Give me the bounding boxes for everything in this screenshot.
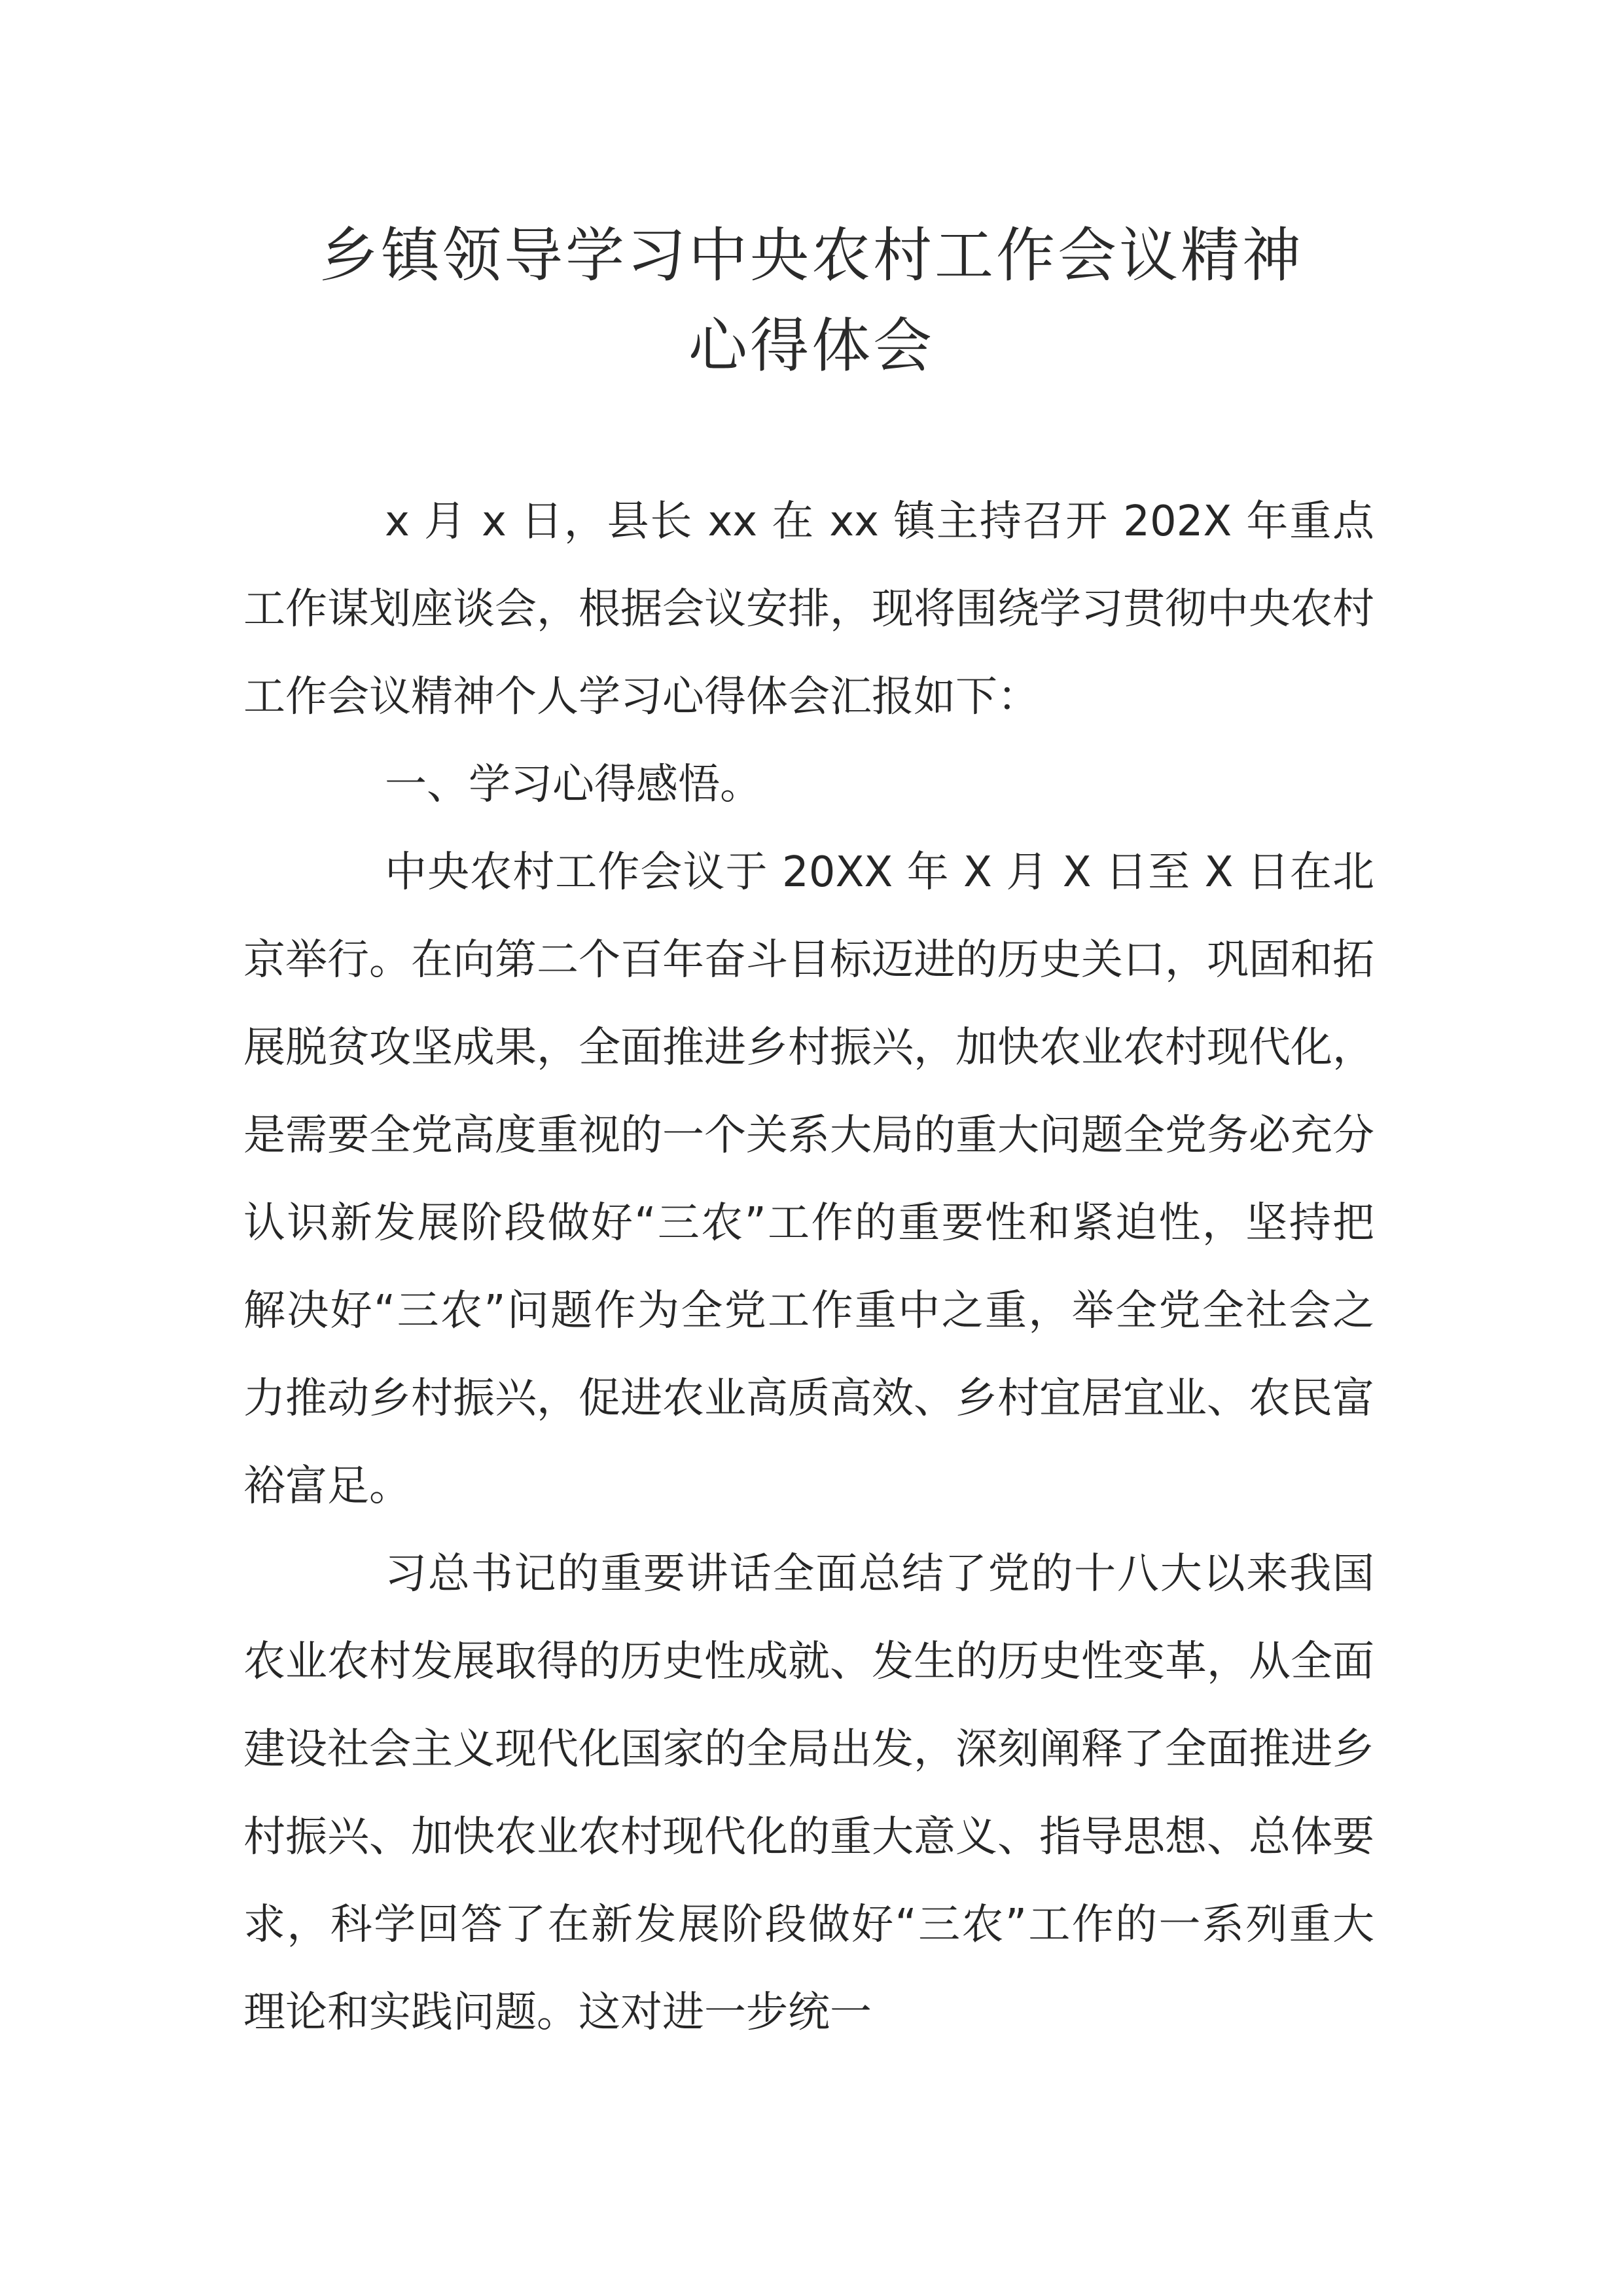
section-heading: 一、学习心得感悟。 [385, 761, 762, 809]
document-body [243, 478, 1374, 2056]
paragraph-intro: x 月 x 日，县长 xx 在 xx 镇主持召开 202X 年重点工作谋划座谈会，根据会议安排，现将围绕学习贯彻中央农村工作会议精神个人学习心得体会汇报如下： [243, 497, 1374, 721]
document-title [0, 211, 1623, 391]
title-line-1: 乡镇领导学习中央农村工作会议精神 [319, 221, 1304, 290]
title-line-2: 心得体会 [688, 312, 935, 380]
paragraph-meeting: 中央农村工作会议于 20XX 年 X 月 X 日至 X 日在北京举行。在向第二个百年奋斗目标迈进的历史关口，巩固和拓展脱贫攻坚成果，全面推进乡村振兴，加快农业农村现代化，是需要全党高度重视的一个关系大局的重大问题全党务必充分认识新发展阶段做好“三农”工作的重要性和紧迫性，坚持把解决好“三农”问题作为全党工作重中之重，举全党全社会之力推动乡村振兴，促进农业高质高效、乡村宜居宜业、农民富裕富足。 [243, 848, 1374, 1511]
paragraph-speech: 习总书记的重要讲话全面总结了党的十八大以来我国农业农村发展取得的历史性成就、发生的历史性变革，从全面建设社会主义现代化国家的全局出发，深刻阐释了全面推进乡村振兴、加快农业农村现代化的重大意义、指导思想、总体要求，科学回答了在新发展阶段做好“三农”工作的一系列重大理论和实践问题。这对进一步统一 [243, 1550, 1374, 2037]
